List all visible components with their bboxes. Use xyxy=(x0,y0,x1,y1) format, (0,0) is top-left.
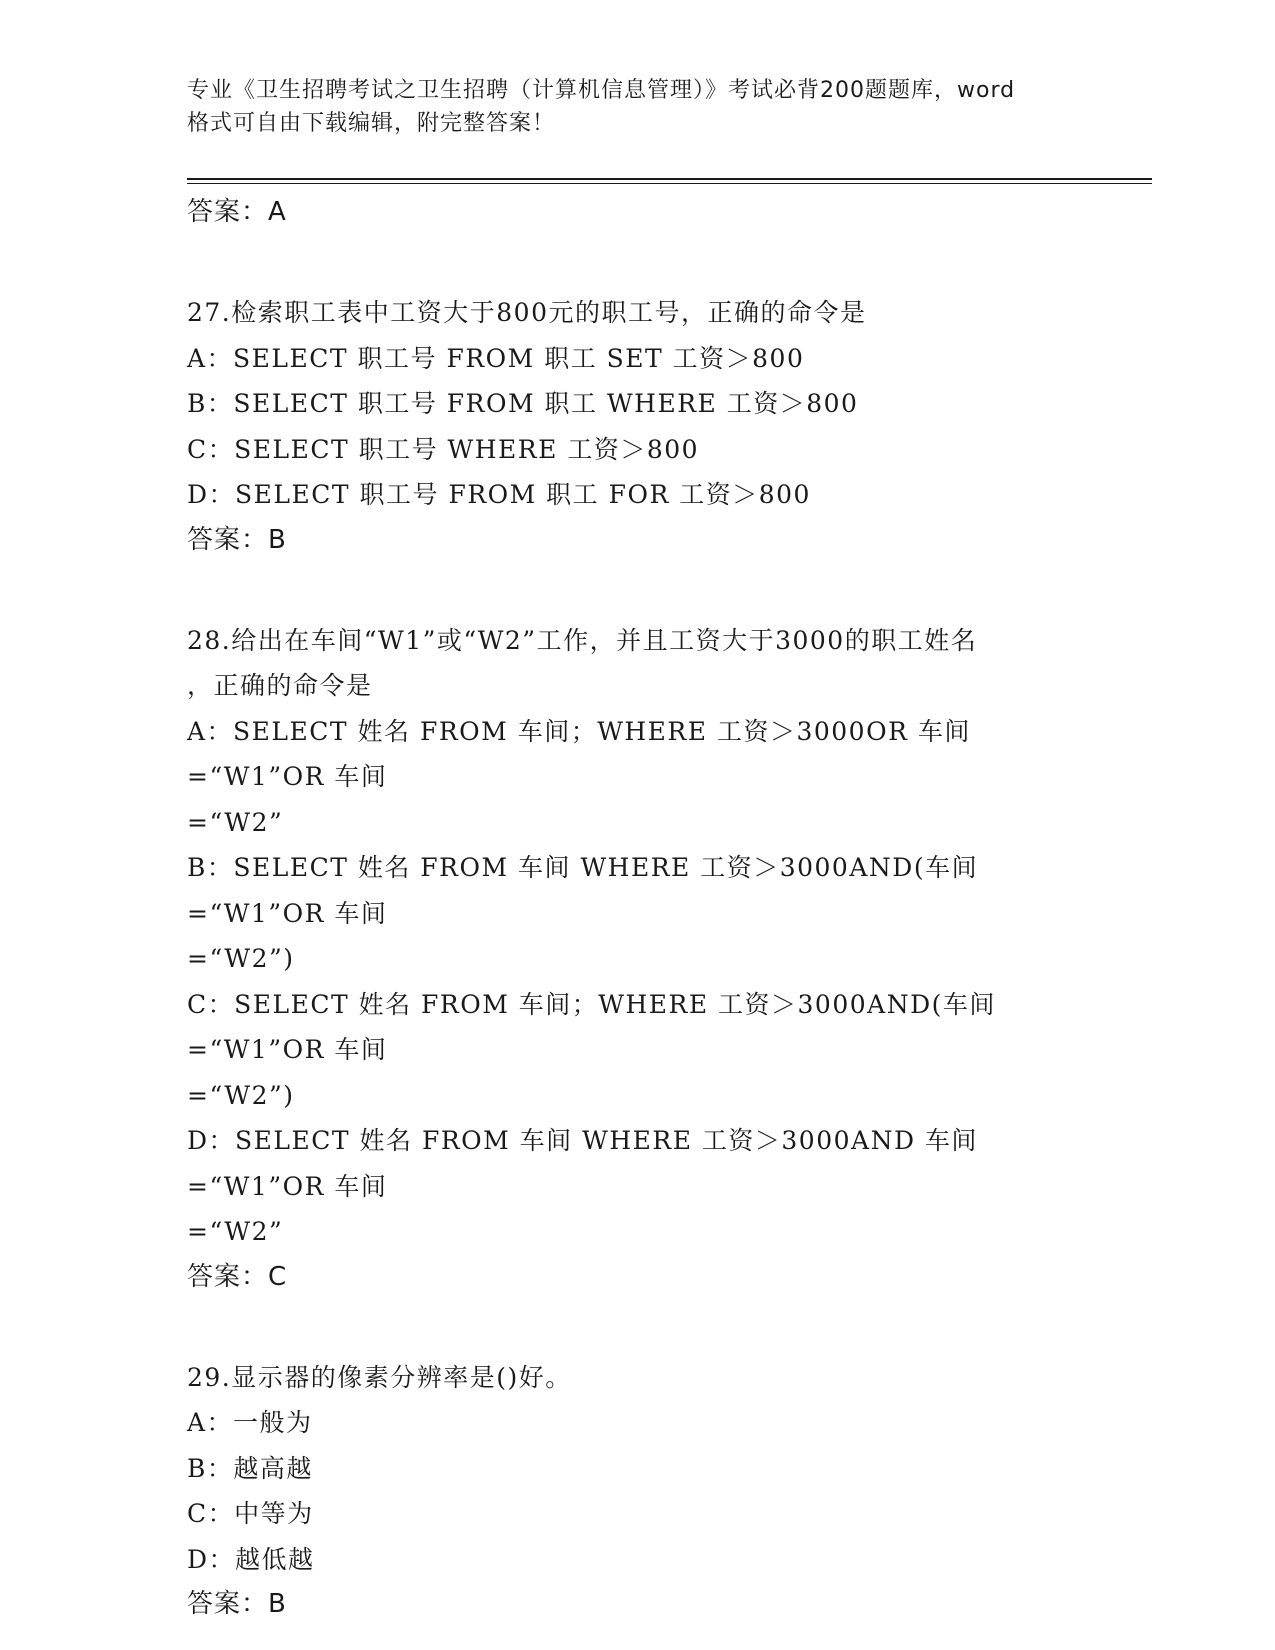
answer: 答案：C xyxy=(187,1261,288,1292)
previous-answer: 答案：A xyxy=(187,197,287,227)
option-b-continued: =“W2”) xyxy=(187,944,295,973)
header-line-1: 专业《卫生招聘考试之卫生招聘（计算机信息管理）》考试必背200题题库，word xyxy=(187,78,1016,103)
option-a-continued: =“W2” xyxy=(187,807,284,837)
question-stem: 27.检索职工表中工资大于800元的职工号，正确的命令是 xyxy=(187,298,867,327)
option-d: D：SELECT 姓名 FROM 车间 WHERE 工资＞3000AND 车间=“W1”OR 车间 xyxy=(187,1126,978,1201)
option-d: D：SELECT 职工号 FROM 职工 FOR 工资＞800 xyxy=(187,480,811,509)
option-b: B：SELECT 职工号 FROM 职工 WHERE 工资＞800 xyxy=(187,389,859,418)
question-stem-continued: ，正确的命令是 xyxy=(187,671,373,700)
question-27 xyxy=(187,290,1087,563)
header-divider-thick xyxy=(187,178,1152,180)
document-header xyxy=(187,74,1087,140)
document-body xyxy=(187,190,1087,1627)
option-a: A：SELECT 姓名 FROM 车间；WHERE 工资＞3000OR 车间=“W1”OR 车间 xyxy=(187,716,971,791)
question-stem: 29.显示器的像素分辨率是()好。 xyxy=(187,1362,572,1392)
option-c: C：SELECT 姓名 FROM 车间；WHERE 工资＞3000AND(车间=“W1”OR 车间 xyxy=(187,989,996,1064)
option-c-continued: =“W2”) xyxy=(187,1080,295,1110)
question-29 xyxy=(187,1355,1087,1628)
header-divider-thin xyxy=(187,183,1152,184)
option-c: C：SELECT 职工号 WHERE 工资＞800 xyxy=(187,434,700,464)
option-c: C：中等为 xyxy=(187,1499,314,1528)
question-28 xyxy=(187,618,1087,1300)
answer: 答案：B xyxy=(187,1589,287,1619)
option-d-continued: =“W2” xyxy=(187,1217,284,1246)
option-a: A：一般为 xyxy=(187,1408,313,1437)
option-b: B：SELECT 姓名 FROM 车间 WHERE 工资＞3000AND(车间=“W1”OR 车间 xyxy=(187,853,979,928)
answer: 答案：B xyxy=(187,524,287,555)
option-d: D：越低越 xyxy=(187,1544,315,1574)
option-a: A：SELECT 职工号 FROM 职工 SET 工资＞800 xyxy=(187,343,805,373)
question-stem: 28.给出在车间“W1”或“W2”工作，并且工资大于3000的职工姓名 xyxy=(187,625,978,655)
header-line-2: 格式可自由下载编辑，附完整答案！ xyxy=(187,111,556,136)
option-b: B：越高越 xyxy=(187,1453,313,1483)
